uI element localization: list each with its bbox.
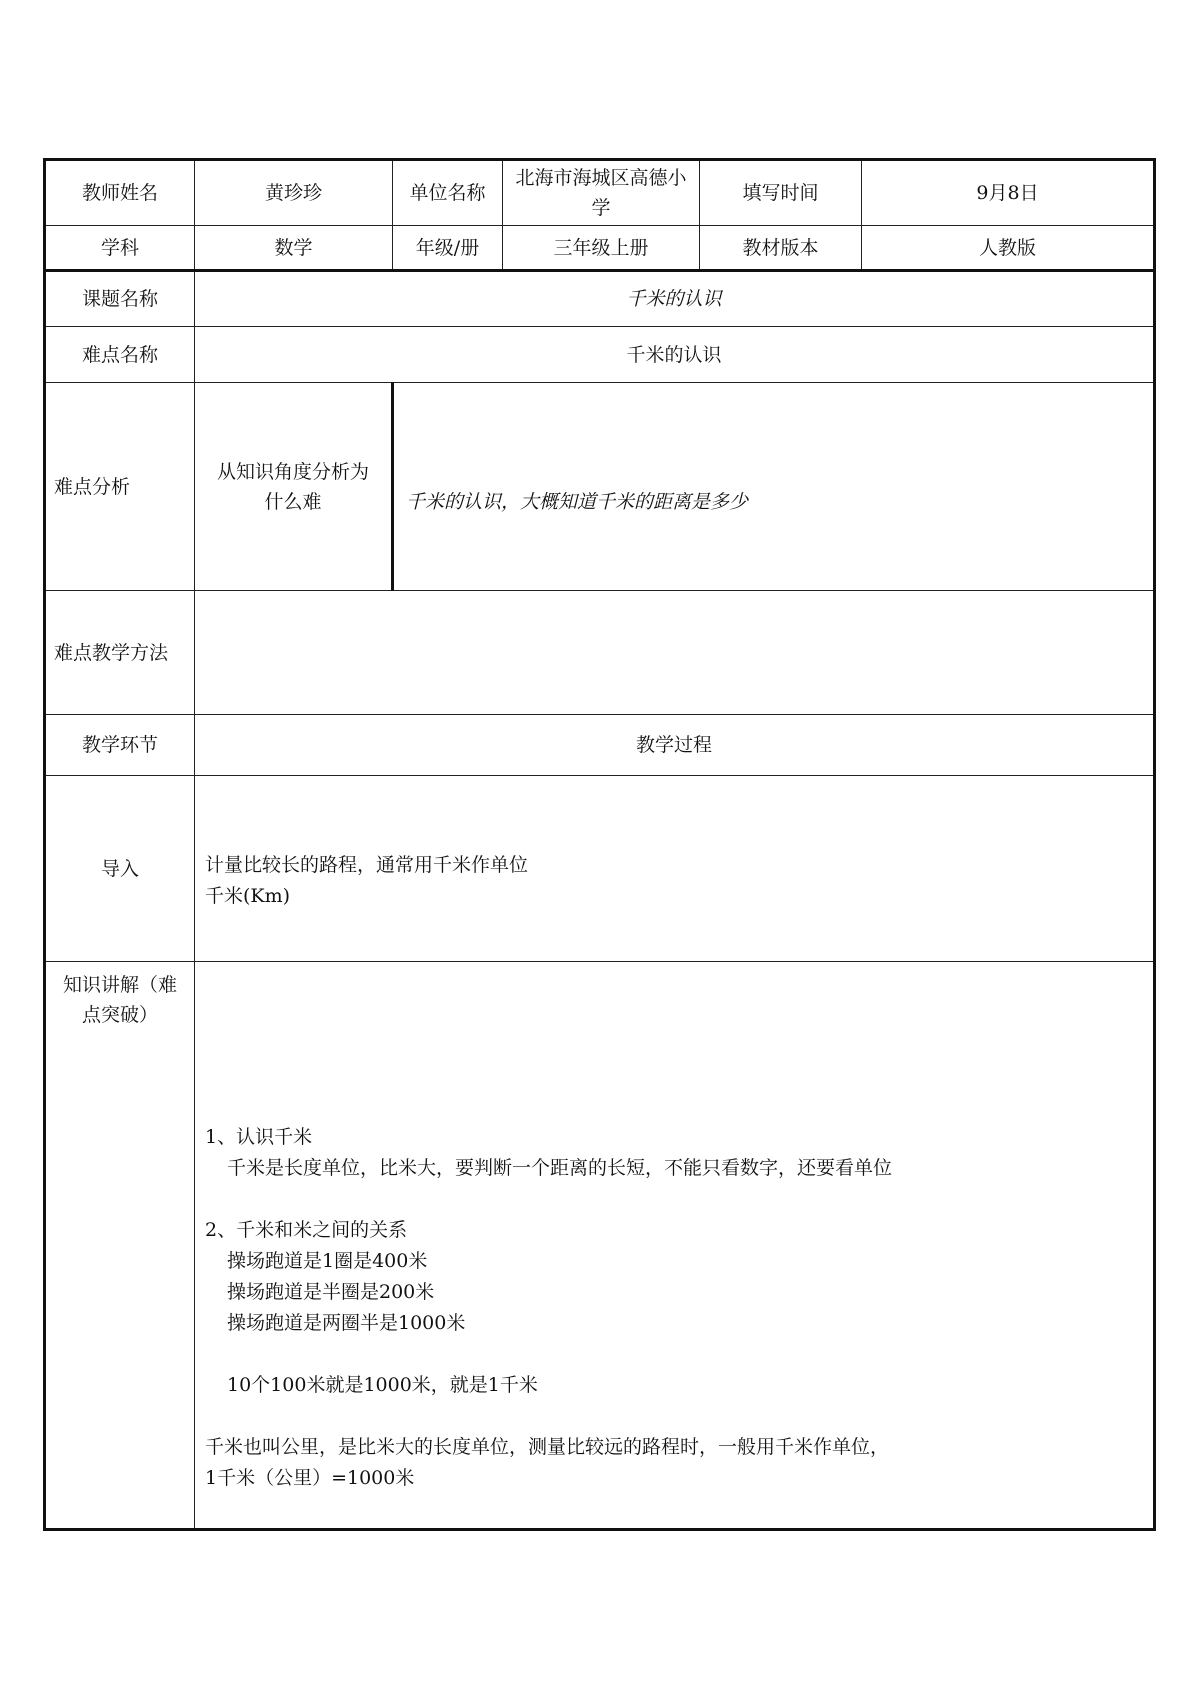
conclusion-line-1: 千米也叫公里，是比米大的长度单位，测量比较远的路程时，一般用千米作单位， xyxy=(205,1436,890,1458)
section2-line-2: 操场跑道是半圈是200米 xyxy=(227,1281,435,1303)
grade-value: 三年级上册 xyxy=(503,226,700,271)
process-header-label: 教学环节 xyxy=(45,715,195,776)
method-value xyxy=(195,591,1155,715)
subject-value: 数学 xyxy=(195,226,393,271)
section2-title: 2、千米和米之间的关系 xyxy=(205,1219,408,1241)
date-label: 填写时间 xyxy=(700,160,862,226)
teacher-value: 黄珍珍 xyxy=(195,160,393,226)
difficulty-row xyxy=(45,327,1155,383)
analysis-row xyxy=(45,383,1155,591)
intro-row xyxy=(45,776,1155,962)
section2-line-3: 操场跑道是两圈半是1000米 xyxy=(227,1312,466,1334)
intro-content xyxy=(195,776,1155,962)
header-row-1 xyxy=(45,160,1155,226)
difficulty-value: 千米的认识 xyxy=(195,327,1155,383)
analysis-value: 千米的认识，大概知道千米的距离是多少 xyxy=(393,383,1155,591)
section2-line-1: 操场跑道是1圈是400米 xyxy=(227,1250,428,1272)
analysis-sub-label: 从知识角度分析为什么难 xyxy=(195,383,393,591)
intro-line-1: 计量比较长的路程，通常用千米作单位 xyxy=(205,853,529,876)
conclusion-line-2: 1千米（公里）=1000米 xyxy=(205,1467,415,1489)
lesson-plan-sheet xyxy=(43,158,1153,1531)
intro-label: 导入 xyxy=(45,776,195,962)
lesson-plan-table xyxy=(43,158,1156,1531)
analysis-label: 难点分析 xyxy=(45,383,195,591)
section2-summary: 10个100米就是1000米，就是1千米 xyxy=(227,1374,538,1396)
header-row-2 xyxy=(45,226,1155,271)
method-row xyxy=(45,591,1155,715)
knowledge-row xyxy=(45,962,1155,1530)
topic-label: 课题名称 xyxy=(45,271,195,327)
difficulty-label: 难点名称 xyxy=(45,327,195,383)
unit-value: 北海市海城区高德小学 xyxy=(503,160,700,226)
method-label: 难点教学方法 xyxy=(45,591,195,715)
process-header-row xyxy=(45,715,1155,776)
edition-value: 人教版 xyxy=(862,226,1155,271)
section1-text: 千米是长度单位，比米大，要判断一个距离的长短，不能只看数字，还要看单位 xyxy=(227,1157,893,1179)
knowledge-label: 知识讲解（难点突破） xyxy=(45,962,195,1530)
grade-label: 年级/册 xyxy=(393,226,503,271)
knowledge-content xyxy=(195,962,1155,1530)
intro-line-2: 千米(Km) xyxy=(205,884,291,907)
teacher-label: 教师姓名 xyxy=(45,160,195,226)
topic-row xyxy=(45,271,1155,327)
subject-label: 学科 xyxy=(45,226,195,271)
topic-value: 千米的认识 xyxy=(195,271,1155,327)
section1-title: 1、认识千米 xyxy=(205,1126,313,1148)
process-header-value: 教学过程 xyxy=(195,715,1155,776)
date-value: 9月8日 xyxy=(862,160,1155,226)
edition-label: 教材版本 xyxy=(700,226,862,271)
unit-label: 单位名称 xyxy=(393,160,503,226)
